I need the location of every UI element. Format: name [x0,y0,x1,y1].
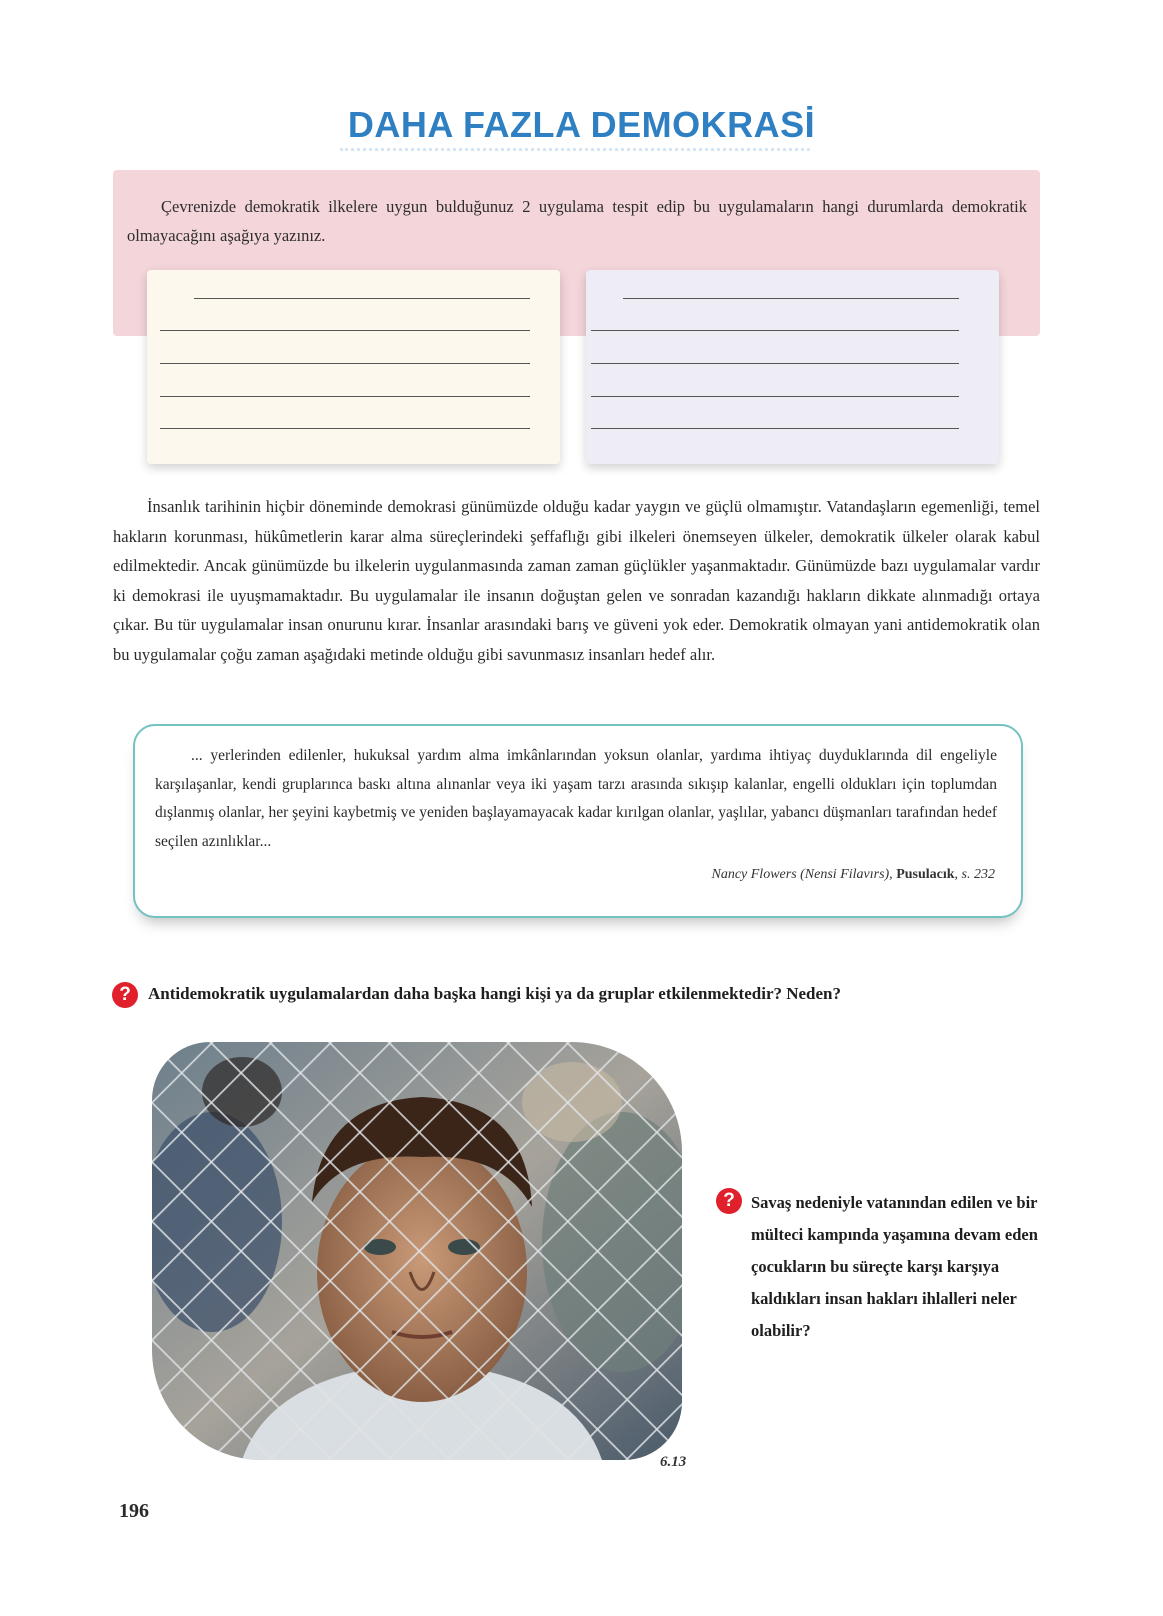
quote-source [711,867,995,883]
body-paragraph-block [113,492,1040,669]
answer-line [194,298,530,299]
quote-text: ... yerlerinden edilenler, hukuksal yardım alma imkânlarından yoksun olanlar, yardıma ihtiyaç duyduklarında dil engeliyle karşılaşanlar, kendi gruplarınca baskı altına alınanlar veya iki yaşam tarzı arasında sıkışıp kalanlar, engelli oldukları için toplumdan dışlanmış olanlar, her şeyini kaybetmiş ve yeniden başlayamayacak kadar kırılgan olanlar, yaşlılar, yabancı düşmanları tarafından hedef seçilen azınlıklar... [155,747,997,850]
answer-line [591,363,959,364]
activity-instruction: Çevrenizde demokratik ilkelere uygun bulduğunuz 2 uygulama tespit edip bu uygulamaların hangi durumlarda demokratik olmayacağını aşağıya yazınız. [127,197,1027,245]
quote-book: Pusulacık [896,867,955,882]
question-2: Savaş nedeniyle vatanından edilen ve bir mülteci kampında yaşamına devam eden çocukların bu süreçte karşı karşıya kaldıkları insan hakları ihlalleri neler olabilir? [751,1193,1038,1340]
answer-line [623,298,959,299]
photo-illustration [152,1042,682,1460]
quote-page-ref: , s. 232 [954,867,995,882]
title-underline-dots [340,148,810,157]
answer-line [591,396,959,397]
page-number: 196 [119,1500,149,1522]
quote-text-block [155,742,997,856]
answer-line [591,428,959,429]
refugee-child-photo [152,1042,682,1460]
question-1: Antidemokratik uygulamalardan daha başka hangi kişi ya da gruplar etkilenmektedir? Neden? [148,984,842,1003]
answer-line [160,428,530,429]
answer-line [160,363,530,364]
question-mark-icon: ? [112,982,138,1008]
answer-line [160,396,530,397]
quote-author: Nancy Flowers (Nensi Filavırs), [711,867,897,882]
question-mark-icon: ? [716,1188,742,1214]
answer-line [591,330,959,331]
answer-card-right[interactable] [586,270,999,464]
page-title: DAHA FAZLA DEMOKRASİ [347,104,816,145]
answer-card-left[interactable] [147,270,560,464]
photo-caption: 6.13 [660,1454,687,1470]
body-paragraph: İnsanlık tarihinin hiçbir döneminde demokrasi günümüzde olduğu kadar yaygın ve güçlü olmamıştır. Vatandaşların egemenliği, temel hakların korunması, hükûmetlerin karar alma süreçlerindeki şeffaflığı gibi ilkeleri önemseyen ülkeler, demokratik ülkeler olarak kabul edilmektedir. Ancak günümüzde bu ilkelerin uygulanmasında zaman zaman güçlükler yaşanmaktadır. Günümüzde bazı uygulamalar vardır ki demokrasi ile uyuşmamaktadır. Bu uygulamalar ile insanın doğuştan gelen ve sonradan kazandığı hakların dikkate alınmadığı ortaya çıkar. Bu tür uygulamalar insan onurunu kırar. İnsanlar arasındaki barış ve güveni yok eder. Demokratik olmayan yani antidemokratik olan bu uygulamalar çoğu zaman aşağıdaki metinde olduğu gibi savunmasız insanları hedef alır. [113,497,1040,664]
answer-line [160,330,530,331]
